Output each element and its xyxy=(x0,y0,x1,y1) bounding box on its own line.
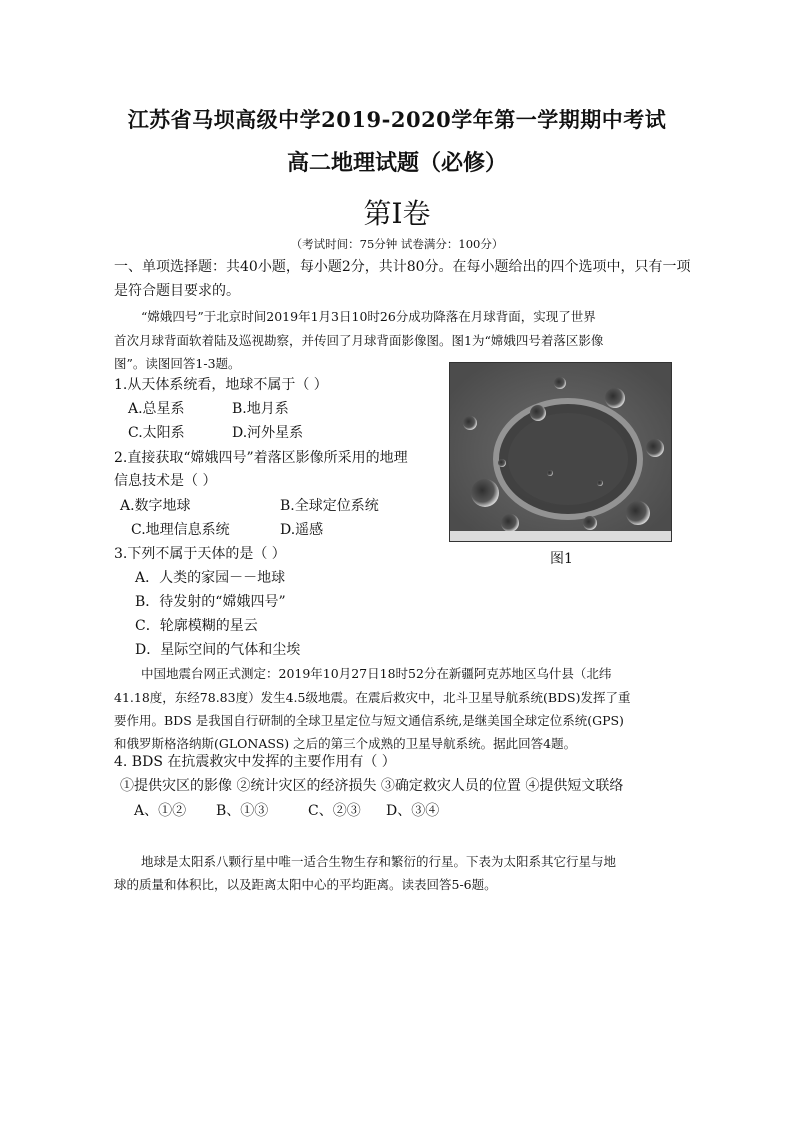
q4-option-d: D、③④ xyxy=(386,803,440,819)
q4-items: ①提供灾区的影像 ②统计灾区的经济损失 ③确定救灾人员的位置 ④提供短文联络 xyxy=(120,778,624,794)
q3-option-d: D．星际空间的气体和尘埃 xyxy=(135,642,301,658)
exam-info: （考试时间：75分钟 试卷满分：100分） xyxy=(290,237,504,251)
volume-title: 第Ⅰ卷 xyxy=(363,197,431,230)
q4-option-b: B、①③ xyxy=(216,803,269,819)
q3-stem: 3.下列不属于天体的是（ ） xyxy=(114,546,286,562)
passage1-line1: “嫦娥四号”于北京时间2019年1月3日10时26分成功降落在月球背面，实现了世界 xyxy=(141,309,596,324)
passage2-line1: 中国地震台网正式测定：2019年10月27日18时52分在新疆阿克苏地区乌什县（北纬 xyxy=(141,666,612,681)
q3-option-c: C．轮廓模糊的星云 xyxy=(135,618,258,634)
q2-stem-line2: 信息技术是（ ） xyxy=(114,473,217,489)
q2-option-b: B.全球定位系统 xyxy=(280,498,379,514)
q2-stem-line1: 2.直接获取“嫦娥四号”着落区影像所采用的地理 xyxy=(114,450,408,466)
section-instruction-line1: 一、单项选择题：共40小题，每小题2分，共计80分。在每小题给出的四个选项中，只有一项 xyxy=(114,259,691,275)
q1-option-b: B.地月系 xyxy=(232,401,289,417)
passage3-line1: 地球是太阳系八颗行星中唯一适合生物生存和繁衍的行星。下表为太阳系其它行星与地 xyxy=(141,854,617,869)
q3-option-a: A．人类的家园－－地球 xyxy=(135,570,286,586)
passage2-line4: 和俄罗斯格洛纳斯(GLONASS) 之后的第三个成熟的卫星导航系统。据此回答4题。 xyxy=(114,736,577,751)
passage1-line3: 图”。读图回答1-3题。 xyxy=(114,356,241,371)
q2-option-a: A.数字地球 xyxy=(120,498,191,514)
q2-option-c: C.地理信息系统 xyxy=(131,522,230,538)
q1-option-a: A.总星系 xyxy=(128,401,185,417)
passage3-line2: 球的质量和体积比，以及距离太阳中心的平均距离。读表回答5-6题。 xyxy=(114,877,497,892)
q2-option-d: D.遥感 xyxy=(280,522,324,538)
q1-option-d: D.河外星系 xyxy=(232,425,304,441)
passage1-line2: 首次月球背面软着陆及巡视勘察，并传回了月球背面影像图。图1为“嫦娥四号着落区影像 xyxy=(114,333,604,348)
q1-stem: 1.从天体系统看，地球不属于（ ） xyxy=(114,377,328,393)
lunar-landing-image xyxy=(449,362,672,542)
section-instruction-line2: 是符合题目要求的。 xyxy=(114,283,240,299)
q4-option-c: C、②③ xyxy=(308,803,361,819)
exam-title: 江苏省马坝高级中学2019-2020学年第一学期期中考试 xyxy=(127,107,667,132)
q1-option-c: C.太阳系 xyxy=(128,425,185,441)
q3-option-b: B．待发射的“嫦娥四号” xyxy=(135,594,286,610)
figure-caption: 图1 xyxy=(550,551,573,567)
q4-option-a: A、①② xyxy=(134,803,187,819)
passage2-line3: 要作用。BDS 是我国自行研制的全球卫星定位与短文通信系统,是继美国全球定位系统(GPS) xyxy=(114,713,624,728)
subject-title: 高二地理试题（必修） xyxy=(286,150,507,176)
q4-stem: 4. BDS 在抗震救灾中发挥的主要作用有（ ） xyxy=(114,754,396,770)
passage2-line2: 41.18度，东经78.83度）发生4.5级地震。在震后救灾中，北斗卫星导航系统(BDS)发挥了重 xyxy=(114,690,631,705)
